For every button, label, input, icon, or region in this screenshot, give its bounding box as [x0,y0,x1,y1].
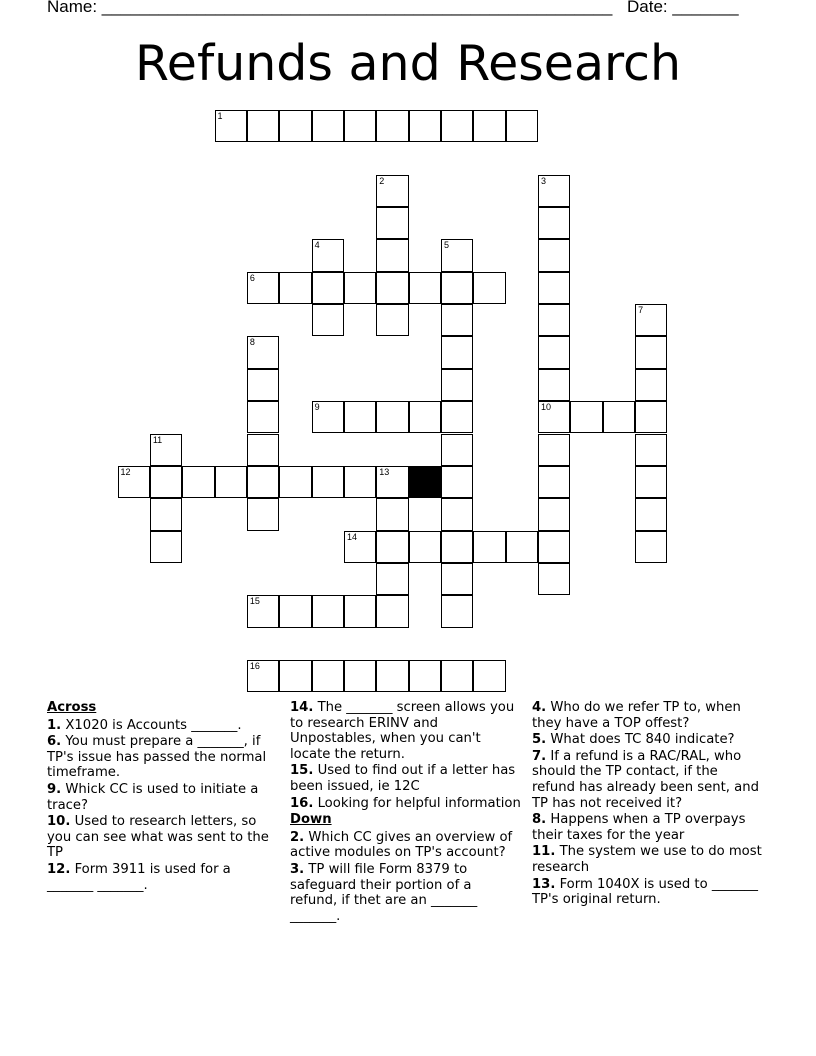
clue-item-number: 11. [532,844,556,860]
clue-item-number: 16. [290,795,314,811]
grid-cell[interactable] [150,466,182,498]
clue-item-text: Used to research letters, so you can see what was sent to the TP [47,814,269,861]
clue-item-number: 5. [532,732,547,748]
grid-cell[interactable] [441,110,473,142]
clue-item [290,700,522,762]
grid-cell[interactable] [215,466,247,498]
grid-cell[interactable] [376,595,408,627]
clue-item [532,877,764,908]
grid-cell[interactable] [473,272,505,304]
clue-item-number: 15. [290,763,314,779]
grid-cell[interactable] [441,239,473,271]
grid-cell[interactable] [409,110,441,142]
across-clue-list [47,718,279,894]
grid-cell[interactable] [312,304,344,336]
grid-cell[interactable] [538,498,570,530]
down-clue-list [290,830,522,925]
clue-item-number: 10. [47,814,71,830]
grid-cell[interactable] [635,498,667,530]
clue-item-text: What does TC 840 indicate? [546,732,735,748]
clue-number: 1 [217,111,223,121]
clue-item-number: 12. [47,861,71,877]
clue-item-text: Which CC gives an overview of active modules on TP's account? [290,829,513,861]
grid-cell[interactable] [118,466,150,498]
grid-cell[interactable] [376,498,408,530]
grid-cell[interactable] [247,466,279,498]
clue-item-number: 3. [290,861,305,877]
clue-number: 12 [120,466,131,477]
grid-cell[interactable] [247,498,279,530]
grid-cell[interactable] [150,498,182,530]
clue-number: 16 [249,660,260,671]
clue-item-text: Happens when a TP overpays their taxes for the year [532,812,746,843]
clue-number: 15 [249,596,260,607]
grid-cell[interactable] [441,498,473,530]
grid-cell[interactable] [603,401,635,433]
grid-cell[interactable] [441,563,473,595]
grid-cell[interactable] [279,595,311,627]
grid-cell[interactable] [344,466,376,498]
grid-cell[interactable] [247,660,279,692]
across-clue-list-continued [290,700,522,811]
grid-cell[interactable] [409,531,441,563]
clue-number: 6 [249,272,255,283]
grid-cell[interactable] [376,563,408,595]
grid-cell[interactable] [538,563,570,595]
grid-cell[interactable] [279,110,311,142]
grid-cell[interactable] [376,175,408,207]
clue-item [532,732,764,748]
blocked-cell [409,466,441,498]
clue-item-text: If a refund is a RAC/RAL, who should the TP contact, if the refund has already been sent, and TP has not received it? [532,748,759,811]
grid-cell[interactable] [538,175,570,207]
clue-number: 11 [152,434,163,445]
grid-cell[interactable] [473,110,505,142]
grid-cell[interactable] [441,304,473,336]
clue-item-text: You must prepare a _______, if TP's issue has passed the normal timeframe. [47,734,267,781]
clue-item-text: The system we use to do most research [532,844,762,875]
clue-item [47,734,279,781]
grid-cell[interactable] [506,110,538,142]
grid-cell[interactable] [538,239,570,271]
grid-cell[interactable] [441,466,473,498]
clue-item [532,812,764,843]
grid-cell[interactable] [409,660,441,692]
grid-cell[interactable] [441,595,473,627]
clue-item-number: 6. [47,734,62,750]
clue-item-text: Whick CC is used to initiate a trace? [47,781,259,813]
clue-number: 7 [638,305,644,316]
grid-cell[interactable] [376,304,408,336]
grid-cell[interactable] [635,466,667,498]
grid-cell[interactable] [570,401,602,433]
clue-item-number: 9. [47,781,62,797]
grid-cell[interactable] [441,434,473,466]
date-field[interactable]: Date: _______ [627,0,739,16]
grid-cell[interactable] [247,369,279,401]
grid-cell[interactable] [635,531,667,563]
clue-number: 13 [379,466,390,477]
clue-item [532,700,764,731]
grid-cell[interactable] [538,207,570,239]
down-clue-list-continued [532,700,764,908]
clue-item [47,814,279,861]
grid-cell[interactable] [247,595,279,627]
grid-cell[interactable] [279,272,311,304]
across-heading: Across [47,700,97,715]
clue-item [532,749,764,811]
grid-cell[interactable] [150,434,182,466]
grid-cell[interactable] [279,466,311,498]
grid-cell[interactable] [344,595,376,627]
clue-item [47,782,279,813]
clue-item-text: TP will file Form 8379 to safeguard their portion of a refund, if thet are an _______ _______. [290,861,478,924]
clue-number: 14 [346,531,357,542]
grid-cell[interactable] [247,272,279,304]
clue-item-number: 14. [290,700,314,715]
grid-cell[interactable] [312,110,344,142]
grid-cell[interactable] [538,466,570,498]
grid-cell[interactable] [538,272,570,304]
grid-cell[interactable] [376,466,408,498]
grid-cell[interactable] [376,660,408,692]
grid-cell[interactable] [376,239,408,271]
grid-cell[interactable] [441,401,473,433]
clue-item-text: Who do we refer TP to, when they have a TOP offest? [532,700,741,731]
grid-cell[interactable] [182,466,214,498]
grid-cell[interactable] [473,660,505,692]
clue-item [47,718,279,734]
grid-cell[interactable] [635,304,667,336]
grid-cell[interactable] [312,239,344,271]
clue-item-text: Form 3911 is used for a _______ _______. [47,861,231,893]
grid-cell[interactable] [441,336,473,368]
grid-cell[interactable] [538,369,570,401]
clue-number: 2 [379,175,385,186]
clue-item [532,844,764,875]
grid-cell[interactable] [409,272,441,304]
grid-cell[interactable] [247,336,279,368]
clue-item-number: 8. [532,812,547,828]
clues-column-2 [290,700,522,925]
clue-item [290,763,522,794]
grid-cell[interactable] [215,110,247,142]
clue-number: 10 [541,402,552,413]
clue-number: 5 [444,240,450,251]
grid-cell[interactable] [473,531,505,563]
grid-cell[interactable] [279,660,311,692]
clue-item-number: 7. [532,748,547,764]
clue-item-number: 13. [532,876,556,892]
grid-cell[interactable] [376,272,408,304]
grid-cell[interactable] [538,434,570,466]
grid-cell[interactable] [409,401,441,433]
grid-cell[interactable] [441,660,473,692]
grid-cell[interactable] [538,401,570,433]
name-field[interactable]: Name: ______________________________________________________ [47,0,613,16]
grid-cell[interactable] [312,660,344,692]
grid-cell[interactable] [344,272,376,304]
clue-item-number: 4. [532,700,547,715]
grid-cell[interactable] [247,434,279,466]
grid-cell[interactable] [344,660,376,692]
grid-cell[interactable] [376,110,408,142]
grid-cell[interactable] [441,272,473,304]
clue-item [290,862,522,924]
grid-cell[interactable] [376,207,408,239]
grid-cell[interactable] [538,336,570,368]
grid-cell[interactable] [376,401,408,433]
grid-cell[interactable] [635,369,667,401]
clue-number: 3 [541,175,547,186]
clue-item-number: 1. [47,717,62,733]
grid-cell[interactable] [441,531,473,563]
clue-number: 9 [314,402,320,413]
grid-cell[interactable] [247,110,279,142]
clues-column-3 [532,700,764,909]
clue-item-text: The _______ screen allows you to research ERINV and Unpostables, when you can't locate the return. [290,700,515,762]
grid-cell[interactable] [538,304,570,336]
grid-cell[interactable] [635,434,667,466]
clue-item-text: Form 1040X is used to _______ TP's original return. [532,876,758,908]
grid-cell[interactable] [538,531,570,563]
grid-cell[interactable] [247,401,279,433]
grid-cell[interactable] [635,336,667,368]
grid-cell[interactable] [635,401,667,433]
clue-item-text: Used to find out if a letter has been issued, ie 12C [290,763,516,794]
grid-cell[interactable] [344,110,376,142]
grid-cell[interactable] [312,272,344,304]
clue-item-text: Looking for helpful information [313,795,521,811]
grid-cell[interactable] [312,466,344,498]
clue-item [290,796,522,812]
clue-number: 8 [249,337,255,348]
grid-cell[interactable] [344,531,376,563]
grid-cell[interactable] [150,531,182,563]
clue-item [47,862,279,893]
grid-cell[interactable] [441,369,473,401]
grid-cell[interactable] [312,595,344,627]
page-title: Refunds and Research [134,35,682,92]
clue-item [290,830,522,861]
clue-number: 4 [314,240,320,251]
clue-item-number: 2. [290,829,305,845]
down-heading: Down [290,812,332,828]
grid-cell[interactable] [506,531,538,563]
clues-column-1 [47,700,279,894]
grid-cell[interactable] [376,531,408,563]
grid-cell[interactable] [344,401,376,433]
clue-item-text: X1020 is Accounts _______. [61,717,242,733]
grid-cell[interactable] [312,401,344,433]
